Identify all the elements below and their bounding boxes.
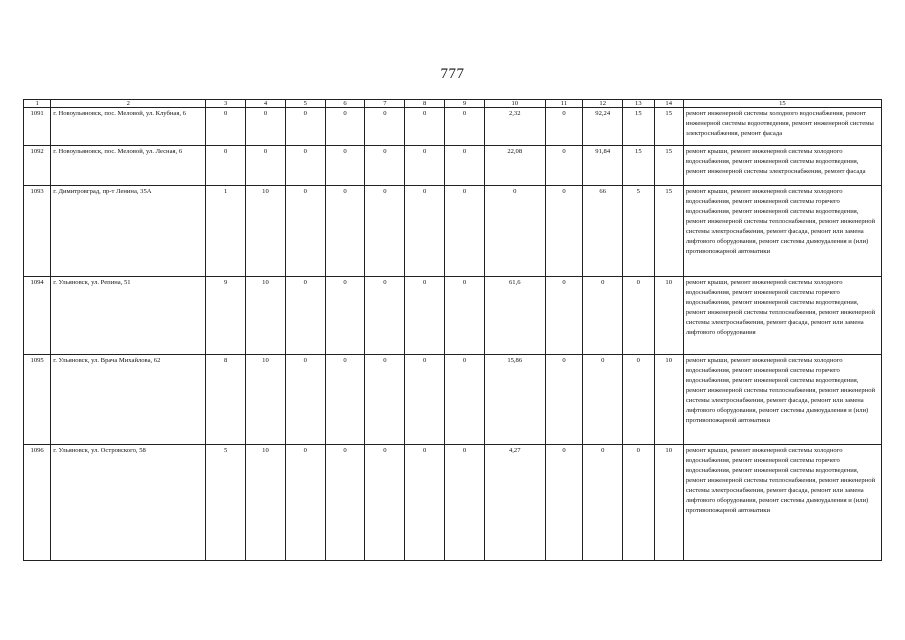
column-header: 14 bbox=[654, 100, 683, 108]
column-header: 8 bbox=[405, 100, 445, 108]
value-cell: 0 bbox=[545, 355, 583, 445]
value-cell: 0 bbox=[623, 355, 654, 445]
value-cell: 0 bbox=[285, 146, 325, 186]
works-cell: ремонт крыши, ремонт инженерной системы холодного водоснабжения, ремонт инженерной системы горячего водоснабжения, ремонт инженерной системы водоотведения, ремонт инженерной системы теплоснабжения, ремонт инженерной системы электроснабжения, ремонт фасада, ремонт или замена лифтового оборудования, ремонт системы дымоудаления и (или) противопожарной автоматики bbox=[683, 445, 881, 561]
value-cell: 10 bbox=[654, 277, 683, 355]
value-cell: 0 bbox=[365, 445, 405, 561]
value-cell: 0 bbox=[325, 186, 365, 277]
column-header: 9 bbox=[445, 100, 485, 108]
value-cell: 0 bbox=[623, 445, 654, 561]
value-cell: 15 bbox=[623, 108, 654, 146]
address-cell: г. Новоульяновск, пос. Меловой, ул. Лесная, 6 bbox=[51, 146, 206, 186]
column-header: 15 bbox=[683, 100, 881, 108]
value-cell: 22,08 bbox=[484, 146, 545, 186]
column-header: 11 bbox=[545, 100, 583, 108]
value-cell: 0 bbox=[405, 277, 445, 355]
column-header: 5 bbox=[285, 100, 325, 108]
column-header: 7 bbox=[365, 100, 405, 108]
value-cell: 0 bbox=[545, 445, 583, 561]
value-cell: 0 bbox=[445, 186, 485, 277]
value-cell: 15 bbox=[654, 108, 683, 146]
value-cell: 1 bbox=[206, 186, 246, 277]
table-row bbox=[24, 445, 882, 561]
value-cell: 0 bbox=[623, 277, 654, 355]
address-cell: г. Димитровград, пр-т Ленина, 35А bbox=[51, 186, 206, 277]
page-number: 777 bbox=[440, 66, 465, 82]
works-cell: ремонт крыши, ремонт инженерной системы холодного водоснабжения, ремонт инженерной системы водоотведения, ремонт инженерной системы электроснабжения, ремонт фасада bbox=[683, 146, 881, 186]
value-cell: 0 bbox=[545, 146, 583, 186]
value-cell: 0 bbox=[365, 355, 405, 445]
row-number-cell: 1091 bbox=[24, 108, 51, 146]
value-cell: 0 bbox=[545, 277, 583, 355]
value-cell: 0 bbox=[285, 445, 325, 561]
value-cell: 0 bbox=[246, 146, 286, 186]
column-header: 1 bbox=[24, 100, 51, 108]
value-cell: 15 bbox=[654, 146, 683, 186]
table-row bbox=[24, 277, 882, 355]
value-cell: 0 bbox=[325, 277, 365, 355]
value-cell: 0 bbox=[325, 445, 365, 561]
value-cell: 0 bbox=[405, 108, 445, 146]
value-cell: 61,6 bbox=[484, 277, 545, 355]
value-cell: 0 bbox=[445, 146, 485, 186]
value-cell: 0 bbox=[484, 186, 545, 277]
value-cell: 0 bbox=[285, 186, 325, 277]
works-cell: ремонт крыши, ремонт инженерной системы холодного водоснабжения, ремонт инженерной системы горячего водоснабжения, ремонт инженерной системы водоотведения, ремонт инженерной системы теплоснабжения, ремонт инженерной системы электроснабжения, ремонт фасада, ремонт или замена лифтового оборудования, ремонт системы дымоудаления и (или) противопожарной автоматики bbox=[683, 186, 881, 277]
value-cell: 0 bbox=[545, 186, 583, 277]
column-header: 2 bbox=[51, 100, 206, 108]
table-row bbox=[24, 186, 882, 277]
value-cell: 0 bbox=[285, 355, 325, 445]
table-body bbox=[24, 100, 882, 561]
works-cell: ремонт крыши, ремонт инженерной системы холодного водоснабжения, ремонт инженерной системы горячего водоснабжения, ремонт инженерной системы водоотведения, ремонт инженерной системы теплоснабжения, ремонт инженерной системы электроснабжения, ремонт фасада, ремонт или замена лифтового оборудования, ремонт системы дымоудаления и (или) противопожарной автоматики bbox=[683, 355, 881, 445]
value-cell: 9 bbox=[206, 277, 246, 355]
value-cell: 0 bbox=[206, 146, 246, 186]
column-header: 4 bbox=[246, 100, 286, 108]
value-cell: 0 bbox=[246, 108, 286, 146]
value-cell: 5 bbox=[623, 186, 654, 277]
value-cell: 0 bbox=[445, 445, 485, 561]
value-cell: 0 bbox=[405, 146, 445, 186]
value-cell: 0 bbox=[365, 108, 405, 146]
value-cell: 4,27 bbox=[484, 445, 545, 561]
column-header: 12 bbox=[583, 100, 623, 108]
value-cell: 2,32 bbox=[484, 108, 545, 146]
data-table bbox=[23, 99, 882, 561]
value-cell: 0 bbox=[405, 355, 445, 445]
column-header: 6 bbox=[325, 100, 365, 108]
value-cell: 10 bbox=[246, 186, 286, 277]
value-cell: 0 bbox=[325, 146, 365, 186]
value-cell: 0 bbox=[583, 355, 623, 445]
value-cell: 10 bbox=[654, 355, 683, 445]
table-row bbox=[24, 355, 882, 445]
value-cell: 0 bbox=[325, 355, 365, 445]
row-number-cell: 1093 bbox=[24, 186, 51, 277]
address-cell: г. Ульяновск, ул. Островского, 58 bbox=[51, 445, 206, 561]
table-row bbox=[24, 146, 882, 186]
value-cell: 0 bbox=[365, 186, 405, 277]
column-header: 13 bbox=[623, 100, 654, 108]
value-cell: 5 bbox=[206, 445, 246, 561]
value-cell: 0 bbox=[445, 277, 485, 355]
value-cell: 8 bbox=[206, 355, 246, 445]
row-number-cell: 1092 bbox=[24, 146, 51, 186]
value-cell: 10 bbox=[654, 445, 683, 561]
value-cell: 0 bbox=[445, 108, 485, 146]
works-cell: ремонт инженерной системы холодного водоснабжения, ремонт инженерной системы водоотведения, ремонт инженерной системы электроснабжения, ремонт фасада bbox=[683, 108, 881, 146]
value-cell: 10 bbox=[246, 445, 286, 561]
value-cell: 0 bbox=[445, 355, 485, 445]
column-header: 3 bbox=[206, 100, 246, 108]
value-cell: 0 bbox=[545, 108, 583, 146]
value-cell: 0 bbox=[583, 277, 623, 355]
header-row bbox=[24, 100, 882, 108]
value-cell: 0 bbox=[285, 277, 325, 355]
row-number-cell: 1095 bbox=[24, 355, 51, 445]
table-row bbox=[24, 108, 882, 146]
value-cell: 0 bbox=[206, 108, 246, 146]
value-cell: 92,24 bbox=[583, 108, 623, 146]
value-cell: 10 bbox=[246, 355, 286, 445]
value-cell: 0 bbox=[405, 445, 445, 561]
value-cell: 66 bbox=[583, 186, 623, 277]
value-cell: 15 bbox=[623, 146, 654, 186]
value-cell: 0 bbox=[365, 146, 405, 186]
column-header: 10 bbox=[484, 100, 545, 108]
address-cell: г. Ульяновск, ул. Врача Михайлова, 62 bbox=[51, 355, 206, 445]
value-cell: 91,84 bbox=[583, 146, 623, 186]
value-cell: 10 bbox=[246, 277, 286, 355]
value-cell: 0 bbox=[365, 277, 405, 355]
value-cell: 0 bbox=[405, 186, 445, 277]
works-cell: ремонт крыши, ремонт инженерной системы холодного водоснабжения, ремонт инженерной системы горячего водоснабжения, ремонт инженерной системы водоотведения, ремонт инженерной системы теплоснабжения, ремонт инженерной системы электроснабжения, ремонт фасада, ремонт или замена лифтового оборудования bbox=[683, 277, 881, 355]
row-number-cell: 1096 bbox=[24, 445, 51, 561]
value-cell: 15 bbox=[654, 186, 683, 277]
address-cell: г. Ульяновск, ул. Репина, 51 bbox=[51, 277, 206, 355]
value-cell: 15,86 bbox=[484, 355, 545, 445]
value-cell: 0 bbox=[285, 108, 325, 146]
address-cell: г. Новоульяновск, пос. Меловой, ул. Клубная, 6 bbox=[51, 108, 206, 146]
value-cell: 0 bbox=[325, 108, 365, 146]
row-number-cell: 1094 bbox=[24, 277, 51, 355]
value-cell: 0 bbox=[583, 445, 623, 561]
